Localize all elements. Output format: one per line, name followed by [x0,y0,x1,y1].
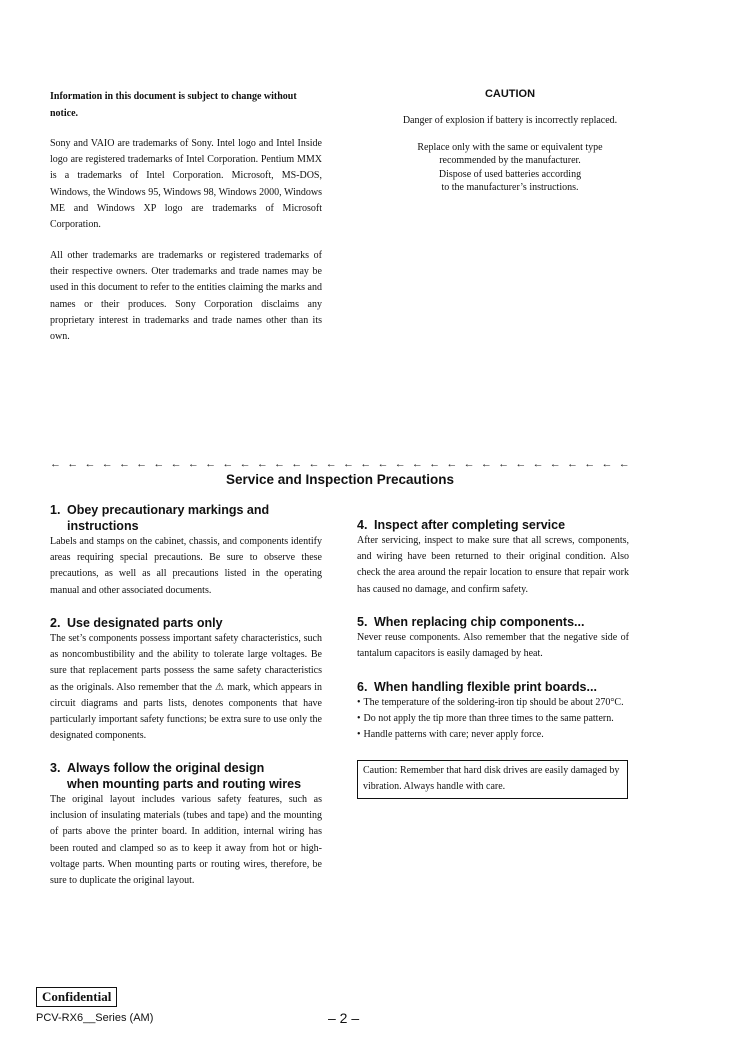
left-arrow-icon: ← [101,458,113,470]
precaution-6-heading [357,679,629,695]
precaution-5-heading [357,614,629,630]
left-arrow-icon: ← [256,458,268,470]
precaution-2-title: Use designated parts only [67,616,223,630]
left-arrow-icon: ← [84,458,96,470]
precaution-4-title: Inspect after completing service [374,518,566,532]
left-arrow-icon: ← [205,458,217,470]
left-arrow-icon: ← [136,458,148,470]
left-arrow-icon: ← [360,458,372,470]
precaution-6-title: When handling flexible print boards... [374,680,597,694]
precaution-6-number: 6. [357,680,368,694]
left-arrow-icon: ← [584,458,596,470]
caution-line-1: Danger of explosion if battery is incorrectly replaced. [402,115,618,126]
arrow-divider [50,458,630,470]
precaution-3 [50,760,322,889]
hard-disk-caution-box: Caution: Remember that hard disk drives are easily damaged by vibration. Always handle with care. [357,760,628,799]
left-arrow-icon: ← [498,458,510,470]
left-arrow-icon: ← [308,458,320,470]
precaution-1 [50,502,322,599]
left-arrow-icon: ← [170,458,182,470]
precaution-2-number: 2. [50,616,61,630]
precaution-2-heading [50,615,322,631]
precaution-2-body: The set’s components possess important safety characteristics, such as noncombustibility and the ability to tolerate large voltages. Be sure that replacement parts possess the same safety characteristics as the originals. Also remember that the ⚠ mark, which appears in circuit diagrams and parts lists, denotes components that have particularly important safety functions; be extra sure to use only the designated components. [50,633,322,742]
precaution-3-body: The original layout includes various safety features, such as inclusion of insulating materials (tubes and tape) and the mounting of parts above the printer board. In addition, internal wiring has been routed and clamped so as to keep it away from hot or high-voltage parts. When mounting parts or routing wires, therefore, be sure to duplicate the original layout. [50,794,322,887]
caution-line-3: recommended by the manufacturer. [439,155,581,166]
caution-block [380,114,640,195]
left-arrow-icon: ← [411,458,423,470]
left-arrow-icon: ← [342,458,354,470]
left-arrow-icon: ← [67,458,79,470]
left-arrow-icon: ← [325,458,337,470]
left-arrow-icon: ← [618,458,630,470]
left-arrow-icon: ← [429,458,441,470]
caution-line-4: Dispose of used batteries according [438,168,582,180]
precaution-2 [50,615,322,744]
left-arrow-icon: ← [567,458,579,470]
section-title: Service and Inspection Precautions [225,472,455,487]
left-arrow-icon: ← [239,458,251,470]
precaution-4-number: 4. [357,518,368,532]
precaution-5 [357,614,629,662]
left-arrow-icon: ← [50,458,61,470]
trademarks-paragraph-1: Sony and VAIO are trademarks of Sony. Intel logo and Intel Inside logo are registered trademarks of Intel Corporation. Pentium MMX is a trademarks of Intel Corporation. Microsoft, MS-DOS, Windows, the Windows 95, Windows 98, Windows 2000, Windows ME and Windows XP logo are trademarks of Microsoft Corporation. [50,138,322,231]
left-arrow-icon: ← [532,458,544,470]
caution-line-5: to the manufacturer’s instructions. [441,182,579,193]
precaution-1-title-cont: instructions [67,519,139,533]
list-item: • The temperature of the soldering-iron tip should be about 270°C. [357,695,629,711]
left-arrow-icon: ← [274,458,286,470]
list-item: • Handle patterns with care; never apply force. [357,727,629,743]
precaution-3-title: Always follow the original design [67,761,265,775]
page-number: – 2 – [328,1010,360,1026]
left-arrow-icon: ← [515,458,527,470]
precaution-5-number: 5. [357,615,368,629]
precaution-6-list [357,695,629,744]
left-arrow-icon: ← [187,458,199,470]
precaution-1-heading [50,502,322,534]
left-arrow-icon: ← [549,458,561,470]
left-arrow-icon: ← [480,458,492,470]
precaution-1-number: 1. [50,503,61,517]
left-arrow-icon: ← [118,458,130,470]
left-arrow-icon: ← [394,458,406,470]
caution-heading: CAUTION [484,88,536,100]
left-arrow-icon: ← [222,458,234,470]
precaution-4-body: After servicing, inspect to make sure that all screws, components, and wiring have been returned to their original condition. Also check the area around the repair location to ensure that repair work has caused no damage, and confirm safety. [357,535,629,595]
precaution-5-body: Never reuse components. Also remember that the negative side of tantalum capacitors is easily damaged by heat. [357,632,629,660]
precaution-3-number: 3. [50,761,61,775]
trademarks-paragraph-2: All other trademarks are trademarks or registered trademarks of their respective owners. Oter trademarks and trade names may be used in this document to refer to the entities claiming the marks and names or their produces. Sony Corporation disclaims any proprietary interest in trademarks and trade names other than its own. [50,250,322,343]
left-arrow-icon: ← [153,458,165,470]
caution-line-2: Replace only with the same or equivalent type [417,141,603,153]
precaution-4-heading [357,517,629,533]
model-label: PCV-RX6__Series (AM) [36,1012,154,1024]
precaution-6 [357,679,629,744]
precaution-4 [357,517,629,598]
change-notice: Information in this document is subject to change without notice. [50,91,297,119]
list-item: • Do not apply the tip more than three times to the same pattern. [357,711,629,727]
left-arrow-icon: ← [291,458,303,470]
precaution-1-title: Obey precautionary markings and [67,503,270,517]
precaution-3-heading [50,760,322,792]
precaution-5-title: When replacing chip components... [374,615,585,629]
confidential-stamp: Confidential [36,987,117,1007]
precaution-3-title-cont: when mounting parts and routing wires [67,777,302,791]
left-arrow-icon: ← [446,458,458,470]
left-arrow-icon: ← [377,458,389,470]
left-arrow-icon: ← [601,458,613,470]
left-arrow-icon: ← [463,458,475,470]
precaution-1-body: Labels and stamps on the cabinet, chassis, and components identify areas requiring special precautions. Be sure to observe these precautions, as well as all precautions listed in the operating manual and other associated documents. [50,536,322,596]
